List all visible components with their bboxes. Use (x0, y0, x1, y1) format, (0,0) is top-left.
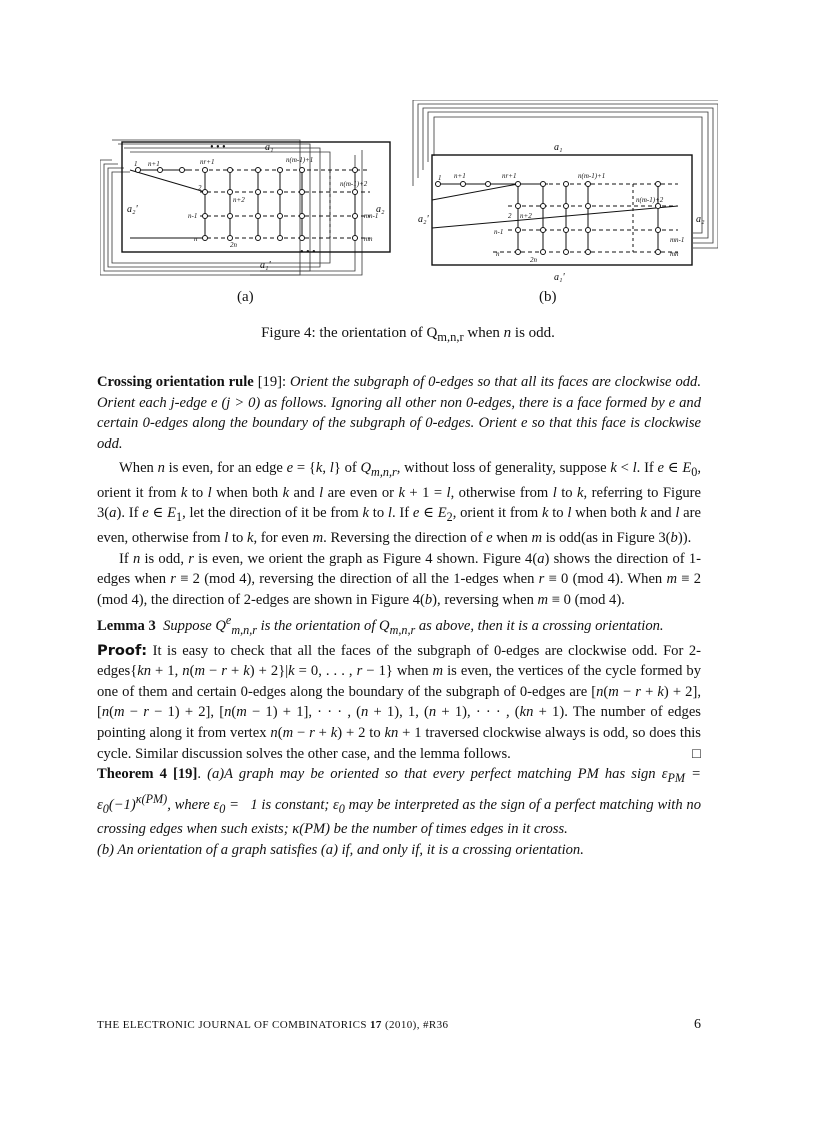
fig-b-label-a1: a₁ (554, 142, 563, 153)
fig-a-vnm1: n(m-1)+1 (286, 156, 314, 164)
theorem-4: Theorem 4 [19]. (a)A graph may be oriented so that every perfect matching PM has sign $\varepsilon_{PM} = \varepsilon_0(-1)^{\kappa(PM)}$, where $\varepsilon_0 = 1$ is constant; $\varepsilon_0$ may be interpreted as the sign of a perfect matching with no crossing edges when such exists; κ(PM) be the number of times edges in it cross. (97, 766, 702, 838)
fig-b-label-a1p: a₁' (554, 272, 565, 283)
fig-a-label-a1: a₁ (265, 142, 274, 153)
fig-a-label-a2: a₂ (376, 204, 385, 215)
body-text (97, 372, 701, 860)
figure-4a-label: (a) (237, 289, 254, 305)
paragraph-n-odd: If n is odd, r is even, we orient the graph as Figure 4 shown. Figure 4(a) shows the direction of 1-edges when r ≡ 2 (mod 4), reversing the direction of all the 1-edges when r ≡ 0 (mod 4). When m ≡ 2 (mod 4), the direction of 2-edges are shown in Figure 4(b), reversing when m ≡ 0 (mod 4). (97, 550, 702, 608)
crossing-orientation-rule: Crossing orientation rule [19]: Orient the subgraph of 0-edges so that all its faces are clockwise odd. Orient each j-edge e (j > 0) as follows. Ignoring all other non 0-edges, there is a face formed by e and certain 0-edges along the boundary of the subgraph of 0-edges. Orient e so that this face is clockwise odd. (97, 374, 701, 452)
qed-symbol: □ (692, 745, 701, 762)
fig-a-v1: 1 (134, 160, 138, 168)
fig-b-vn: n (496, 250, 500, 258)
fig-b-vn1: n+1 (454, 172, 466, 180)
theorem-4b: (b) An orientation of a graph satisfies (a) if, and only if, it is a crossing orientation. (97, 841, 584, 858)
fig-a-dots-top: • • • (210, 142, 226, 153)
fig-a-vnr1: nr+1 (200, 158, 215, 166)
figure-4a-diagram (100, 130, 400, 280)
footer-journal: THE ELECTRONIC JOURNAL OF COMBINATORICS (97, 1019, 367, 1031)
fig-b-label-a2p: a₂' (418, 214, 429, 225)
fig-a-v2n: 2n (230, 241, 237, 249)
footer-volume: 17 (370, 1019, 382, 1031)
page-number: 6 (694, 1017, 701, 1032)
fig-a-dots-bottom: • • • (300, 247, 316, 258)
fig-b-vmn1: mn-1 (670, 236, 685, 244)
fig-a-vn-1: n-1 (188, 212, 198, 220)
fig-b-vnm1: n(m-1)+1 (578, 172, 606, 180)
fig-a-v2: 2 (198, 184, 202, 192)
paragraph-n-even: When n is even, for an edge e = {k, l} of $Q_{m,n,r}$, without loss of generality, suppose k < l. If e ∈ $E_0$, orient it from k to l when both k and l are even or k + 1 = l, otherwise from l to k, referring to Figure 3(a). If e ∈ $E_1$, let the direction of it be from k to l. If e ∈ $E_2$, orient it from k to l when both k and l are even, otherwise from l to k, for even m. Reversing the direction of e when m is odd(as in Figure 3(b)). (97, 460, 701, 546)
proof (97, 641, 701, 765)
fig-b-vnr1: nr+1 (502, 172, 517, 180)
fig-b-vn-1: n-1 (494, 228, 504, 236)
fig-a-vn: n (194, 235, 198, 243)
figure-caption: Figure 4: the orientation of $Q_{m,n,r}$ when n is odd. (261, 325, 555, 344)
fig-b-vn2: n+2 (520, 212, 532, 220)
fig-a-vmn: mn (364, 235, 373, 243)
page-footer (97, 1019, 701, 1031)
fig-b-vnm2: n(m-1)+2 (636, 196, 664, 204)
fig-b-v1: 1 (438, 174, 442, 182)
lemma-3: Lemma 3 Suppose $Q^e_{m,n,r}$ is the orientation of $Q_{m,n,r}$ as above, then it is a crossing orientation. (97, 613, 664, 638)
fig-a-vmn1: mn-1 (364, 212, 379, 220)
fig-a-label-a1p: a₁' (260, 260, 271, 271)
proof-text: Proof: It is easy to check that all the faces of the subgraph of 0-edges are clockwise odd. For 2-edges{kn + 1, n(m − r + k) + 2}|k = 0, . . . , r − 1} when m is even, the vertices of the cycle formed by one of them and certain 0-edges along the boundary of the subgraph of 0-edges are [n(m − r + k) + 2], [n(m − r − 1) + 2], [n(m − 1) + 1], · · · , (n + 1), 1, (n + 1), · · · , (kn + 1). The number of edges pointing along it from vertex n(m − r + k) + 2 to kn + 1 traversed clockwise always is odd, so does this cycle. Similar discussion solves the other case, and the lemma follows. (97, 641, 701, 762)
fig-a-vn1: n+1 (148, 160, 160, 168)
fig-b-v2: 2 (508, 212, 512, 220)
fig-b-label-a2: a₂ (696, 214, 705, 225)
figure-4b-label: (b) (539, 289, 557, 305)
footer-year-article: (2010), #R36 (384, 1019, 449, 1031)
fig-b-v2n: 2n (530, 256, 537, 264)
fig-a-vn2: n+2 (233, 196, 245, 204)
fig-a-vnm2: n(m-1)+2 (340, 180, 368, 188)
fig-a-label-a2p: a₂' (127, 204, 138, 215)
figure-4b-diagram (408, 100, 718, 285)
fig-b-vmn: mn (670, 250, 679, 258)
